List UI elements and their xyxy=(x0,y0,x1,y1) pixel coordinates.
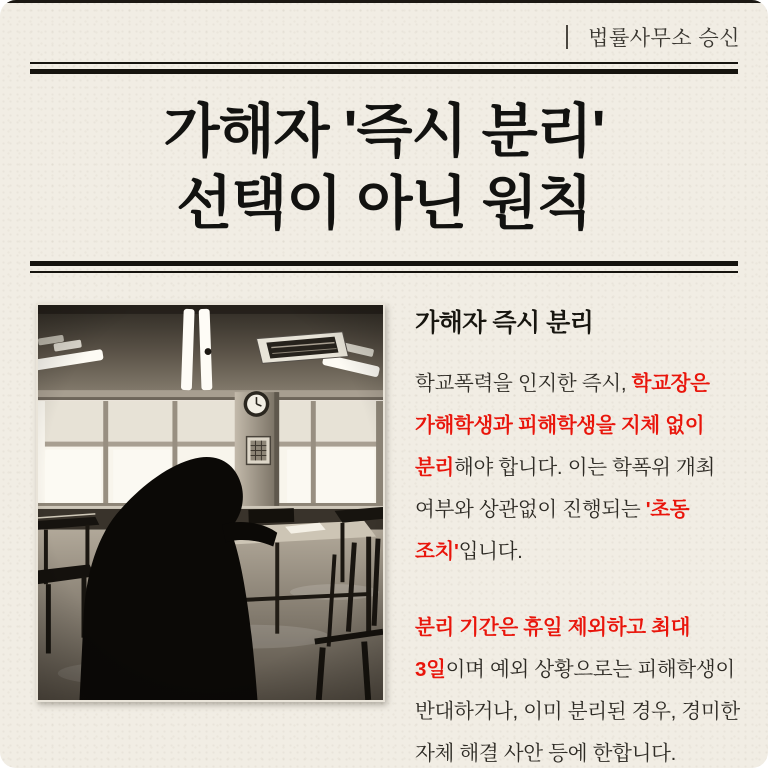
page-title-line1: 가해자 '즉시 분리' xyxy=(163,99,605,164)
article-paragraph-1: 학교폭력을 인지한 즉시, 학교장은 가해학생과 피해학생을 지체 없이 분리해야 합니다. 이는 학폭위 개최 여부와 상관없이 진행되는 '초동 조치'입니다. xyxy=(415,372,716,563)
article-column xyxy=(415,303,742,768)
title-double-rule xyxy=(30,261,738,273)
brand-divider-bar xyxy=(566,25,568,49)
rule-thin xyxy=(30,62,738,64)
footer-rule xyxy=(0,0,768,3)
brand-name: 법률사무소 승신 xyxy=(588,27,740,50)
brand-header xyxy=(566,22,740,52)
rule-thick xyxy=(30,261,738,266)
rule-thick xyxy=(30,69,738,74)
page-title-line2: 선택이 아닌 원칙 xyxy=(176,170,592,236)
article-heading: 가해자 즉시 분리 xyxy=(415,309,594,337)
rule-thin xyxy=(30,271,738,273)
header-double-rule xyxy=(30,62,738,74)
classroom-photo xyxy=(36,303,385,702)
photo-vignette xyxy=(38,305,383,700)
classroom-photo-illustration xyxy=(38,305,383,700)
page-title xyxy=(0,96,768,240)
article-paragraph-2: 분리 기간은 휴일 제외하고 최대 3일이며 예외 상황으로는 피해학생이 반대하거나, 이미 분리된 경우, 경미한 자체 해결 사안 등에 한합니다. xyxy=(415,616,740,765)
